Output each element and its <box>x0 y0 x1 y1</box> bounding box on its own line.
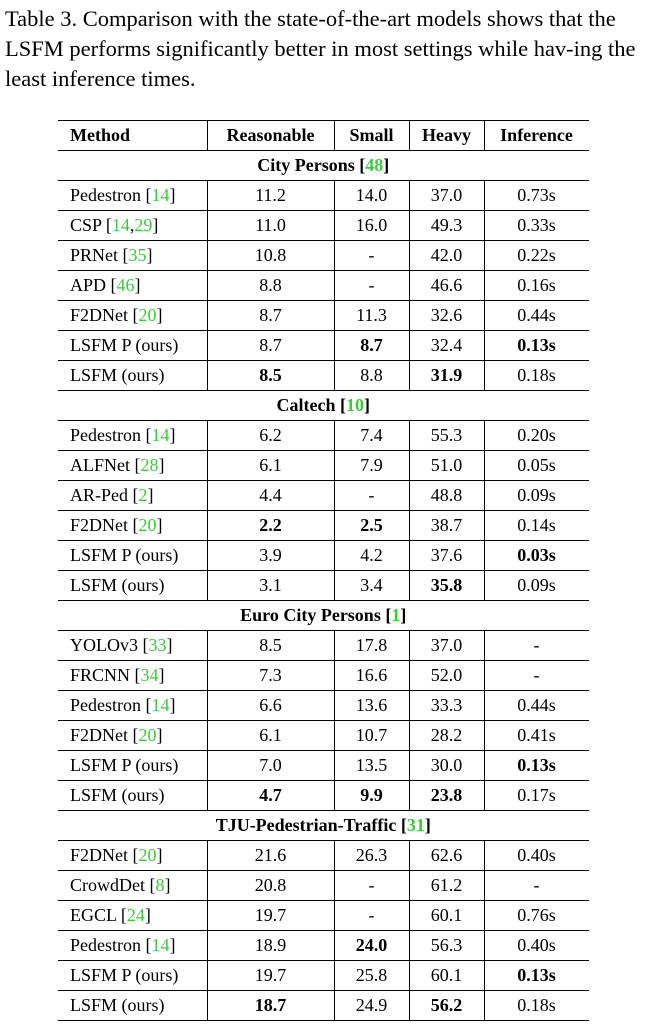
method-cell: CrowdDet [8] <box>58 871 207 901</box>
small-cell: - <box>334 481 409 511</box>
table-row <box>58 841 589 871</box>
citation-link[interactable]: 35 <box>128 245 147 265</box>
small-cell: 16.0 <box>334 211 409 241</box>
reasonable-cell: 18.7 <box>207 991 334 1021</box>
table-row <box>58 751 589 781</box>
table-row <box>58 871 589 901</box>
method-name: F2DNet <box>70 305 128 325</box>
citation-link[interactable]: 33 <box>148 635 167 655</box>
heavy-cell: 35.8 <box>409 571 484 601</box>
reasonable-cell: 8.8 <box>207 271 334 301</box>
citation-link[interactable]: 14 <box>151 185 170 205</box>
method-name: CrowdDet <box>70 875 145 895</box>
citation-link[interactable]: 14 <box>151 425 170 445</box>
inference-cell: 0.03s <box>484 541 589 571</box>
header-heavy: Heavy <box>409 121 484 151</box>
inference-cell: 0.41s <box>484 721 589 751</box>
table-row <box>58 181 589 211</box>
small-cell: 26.3 <box>334 841 409 871</box>
table-row <box>58 211 589 241</box>
small-cell: 13.5 <box>334 751 409 781</box>
section-header-row <box>58 391 589 421</box>
method-cell: Pedestron [14] <box>58 931 207 961</box>
section-title: City Persons [48] <box>58 151 589 181</box>
heavy-cell: 61.2 <box>409 871 484 901</box>
table-row <box>58 781 589 811</box>
table-row <box>58 331 589 361</box>
small-cell: 25.8 <box>334 961 409 991</box>
table-row <box>58 961 589 991</box>
reasonable-cell: 7.0 <box>207 751 334 781</box>
heavy-cell: 52.0 <box>409 661 484 691</box>
citation-link[interactable]: 48 <box>365 155 384 175</box>
table-row <box>58 361 589 391</box>
heavy-cell: 30.0 <box>409 751 484 781</box>
method-name: F2DNet <box>70 515 128 535</box>
method-name: Pedestron <box>70 695 141 715</box>
inference-cell: 0.44s <box>484 691 589 721</box>
inference-cell: 0.44s <box>484 301 589 331</box>
method-cell <box>58 991 207 1021</box>
citation-link[interactable]: 10 <box>345 395 364 415</box>
citation-link[interactable]: 20 <box>138 515 157 535</box>
method-name: Pedestron <box>70 935 141 955</box>
method-cell: F2DNet [20] <box>58 721 207 751</box>
method-name: F2DNet <box>70 845 128 865</box>
inference-cell: 0.14s <box>484 511 589 541</box>
reasonable-cell: 7.3 <box>207 661 334 691</box>
section-header-row <box>58 151 589 181</box>
small-cell: 8.8 <box>334 361 409 391</box>
reasonable-cell: 6.2 <box>207 421 334 451</box>
method-name: LSFM (ours) <box>70 995 165 1015</box>
section-title: Caltech [10] <box>58 391 589 421</box>
table-row <box>58 721 589 751</box>
section-name: Caltech <box>276 395 336 415</box>
method-cell: YOLOv3 [33] <box>58 631 207 661</box>
table-row <box>58 271 589 301</box>
method-cell <box>58 751 207 781</box>
section-header-row <box>58 601 589 631</box>
heavy-cell: 49.3 <box>409 211 484 241</box>
method-cell <box>58 331 207 361</box>
reasonable-cell: 11.0 <box>207 211 334 241</box>
heavy-cell: 37.6 <box>409 541 484 571</box>
reasonable-cell: 19.7 <box>207 961 334 991</box>
reasonable-cell: 10.8 <box>207 241 334 271</box>
inference-cell: 0.18s <box>484 991 589 1021</box>
small-cell: 9.9 <box>334 781 409 811</box>
inference-cell: 0.17s <box>484 781 589 811</box>
heavy-cell: 31.9 <box>409 361 484 391</box>
method-cell: Pedestron [14] <box>58 181 207 211</box>
method-name: LSFM (ours) <box>70 575 165 595</box>
section-name: City Persons <box>257 155 355 175</box>
table-row <box>58 451 589 481</box>
citation-link[interactable]: 46 <box>116 275 135 295</box>
citation-link[interactable]: 31 <box>406 815 425 835</box>
section-header-row <box>58 811 589 841</box>
small-cell: 24.0 <box>334 931 409 961</box>
table-row <box>58 901 589 931</box>
reasonable-cell: 11.2 <box>207 181 334 211</box>
citation-link[interactable]: 20 <box>138 725 157 745</box>
inference-cell: 0.13s <box>484 331 589 361</box>
section-name: TJU-Pedestrian-Traffic <box>215 815 397 835</box>
method-cell <box>58 961 207 991</box>
heavy-cell: 60.1 <box>409 901 484 931</box>
method-cell <box>58 361 207 391</box>
inference-cell: 0.09s <box>484 571 589 601</box>
table-caption: Table 3. Comparison with the state-of-the-art models shows that the LSFM performs significantly better in most settings while hav-ing the least inference times. <box>5 6 636 91</box>
inference-cell: - <box>484 871 589 901</box>
reasonable-cell: 8.7 <box>207 301 334 331</box>
citation-link[interactable]: 24 <box>126 905 145 925</box>
method-name: ALFNet <box>70 455 130 475</box>
method-cell: F2DNet [20] <box>58 511 207 541</box>
heavy-cell: 42.0 <box>409 241 484 271</box>
header-method: Method <box>58 121 207 151</box>
citation-link[interactable]: 29 <box>134 215 153 235</box>
inference-cell: 0.16s <box>484 271 589 301</box>
method-name: Pedestron <box>70 425 141 445</box>
reasonable-cell: 8.5 <box>207 361 334 391</box>
inference-cell: - <box>484 631 589 661</box>
table-row <box>58 631 589 661</box>
table-row <box>58 421 589 451</box>
method-name: PRNet <box>70 245 119 265</box>
heavy-cell: 46.6 <box>409 271 484 301</box>
small-cell: 4.2 <box>334 541 409 571</box>
small-cell: 13.6 <box>334 691 409 721</box>
small-cell: 3.4 <box>334 571 409 601</box>
method-name: YOLOv3 <box>70 635 138 655</box>
method-cell: Pedestron [14] <box>58 691 207 721</box>
header-inference: Inference <box>484 121 589 151</box>
heavy-cell: 48.8 <box>409 481 484 511</box>
method-cell: FRCNN [34] <box>58 661 207 691</box>
reasonable-cell: 2.2 <box>207 511 334 541</box>
method-cell: CSP [14,29] <box>58 211 207 241</box>
table-row <box>58 511 589 541</box>
inference-cell: 0.09s <box>484 481 589 511</box>
method-cell <box>58 541 207 571</box>
table-body <box>58 151 589 1021</box>
heavy-cell: 62.6 <box>409 841 484 871</box>
reasonable-cell: 4.7 <box>207 781 334 811</box>
method-name: LSFM P (ours) <box>70 335 179 355</box>
method-name: CSP <box>70 215 102 235</box>
heavy-cell: 32.6 <box>409 301 484 331</box>
citation-link[interactable]: 14 <box>151 935 170 955</box>
heavy-cell: 56.2 <box>409 991 484 1021</box>
header-small: Small <box>334 121 409 151</box>
heavy-cell: 23.8 <box>409 781 484 811</box>
method-cell: PRNet [35] <box>58 241 207 271</box>
method-name: LSFM (ours) <box>70 365 165 385</box>
inference-cell: 0.33s <box>484 211 589 241</box>
small-cell: 11.3 <box>334 301 409 331</box>
inference-cell: 0.18s <box>484 361 589 391</box>
reasonable-cell: 3.9 <box>207 541 334 571</box>
reasonable-cell: 21.6 <box>207 841 334 871</box>
small-cell: 16.6 <box>334 661 409 691</box>
table-row <box>58 661 589 691</box>
reasonable-cell: 6.1 <box>207 451 334 481</box>
method-name: Pedestron <box>70 185 141 205</box>
table-row <box>58 241 589 271</box>
method-cell: AR-Ped [2] <box>58 481 207 511</box>
method-cell: EGCL [24] <box>58 901 207 931</box>
heavy-cell: 37.0 <box>409 631 484 661</box>
inference-cell: 0.13s <box>484 751 589 781</box>
reasonable-cell: 8.7 <box>207 331 334 361</box>
reasonable-cell: 6.1 <box>207 721 334 751</box>
method-name: AR-Ped <box>70 485 128 505</box>
citation-link[interactable]: 34 <box>140 665 159 685</box>
small-cell: 14.0 <box>334 181 409 211</box>
heavy-cell: 56.3 <box>409 931 484 961</box>
heavy-cell: 32.4 <box>409 331 484 361</box>
citation-link[interactable]: 1 <box>391 605 401 625</box>
table-row <box>58 571 589 601</box>
citation-link[interactable]: 20 <box>138 305 157 325</box>
section-name: Euro City Persons <box>240 605 381 625</box>
section-title: Euro City Persons [1] <box>58 601 589 631</box>
table-row <box>58 991 589 1021</box>
small-cell: - <box>334 871 409 901</box>
table-row <box>58 931 589 961</box>
small-cell: 7.9 <box>334 451 409 481</box>
small-cell: 7.4 <box>334 421 409 451</box>
heavy-cell: 51.0 <box>409 451 484 481</box>
header-row <box>58 121 589 151</box>
table-row <box>58 301 589 331</box>
method-name: LSFM P (ours) <box>70 545 179 565</box>
small-cell: 2.5 <box>334 511 409 541</box>
citation-link[interactable]: 8 <box>155 875 165 895</box>
header-reasonable: Reasonable <box>207 121 334 151</box>
small-cell: - <box>334 901 409 931</box>
citation-link[interactable]: 14 <box>151 695 170 715</box>
method-name: F2DNet <box>70 725 128 745</box>
reasonable-cell: 8.5 <box>207 631 334 661</box>
inference-cell: 0.73s <box>484 181 589 211</box>
heavy-cell: 38.7 <box>409 511 484 541</box>
method-name: FRCNN <box>70 665 131 685</box>
inference-cell: 0.40s <box>484 841 589 871</box>
reasonable-cell: 18.9 <box>207 931 334 961</box>
inference-cell: 0.05s <box>484 451 589 481</box>
table-row <box>58 481 589 511</box>
inference-cell: - <box>484 661 589 691</box>
method-name: APD <box>70 275 107 295</box>
method-cell: Pedestron [14] <box>58 421 207 451</box>
heavy-cell: 28.2 <box>409 721 484 751</box>
citation-link[interactable]: 2 <box>138 485 148 505</box>
method-cell <box>58 781 207 811</box>
heavy-cell: 33.3 <box>409 691 484 721</box>
inference-cell: 0.40s <box>484 931 589 961</box>
citation-link[interactable]: 14 <box>111 215 130 235</box>
method-name: LSFM (ours) <box>70 785 165 805</box>
results-table <box>58 120 589 1021</box>
small-cell: - <box>334 241 409 271</box>
reasonable-cell: 6.6 <box>207 691 334 721</box>
reasonable-cell: 4.4 <box>207 481 334 511</box>
reasonable-cell: 3.1 <box>207 571 334 601</box>
citation-link[interactable]: 20 <box>138 845 157 865</box>
method-cell: F2DNet [20] <box>58 841 207 871</box>
small-cell: 17.8 <box>334 631 409 661</box>
inference-cell: 0.22s <box>484 241 589 271</box>
small-cell: 24.9 <box>334 991 409 1021</box>
table-row <box>58 691 589 721</box>
method-cell: F2DNet [20] <box>58 301 207 331</box>
inference-cell: 0.20s <box>484 421 589 451</box>
citation-link[interactable]: 28 <box>140 455 159 475</box>
small-cell: - <box>334 271 409 301</box>
method-name: LSFM P (ours) <box>70 755 179 775</box>
small-cell: 8.7 <box>334 331 409 361</box>
method-name: EGCL <box>70 905 117 925</box>
method-cell: ALFNet [28] <box>58 451 207 481</box>
heavy-cell: 37.0 <box>409 181 484 211</box>
table-row <box>58 541 589 571</box>
reasonable-cell: 19.7 <box>207 901 334 931</box>
small-cell: 10.7 <box>334 721 409 751</box>
section-title: TJU-Pedestrian-Traffic [31] <box>58 811 589 841</box>
inference-cell: 0.76s <box>484 901 589 931</box>
reasonable-cell: 20.8 <box>207 871 334 901</box>
method-cell <box>58 571 207 601</box>
method-name: LSFM P (ours) <box>70 965 179 985</box>
heavy-cell: 55.3 <box>409 421 484 451</box>
method-cell: APD [46] <box>58 271 207 301</box>
inference-cell: 0.13s <box>484 961 589 991</box>
heavy-cell: 60.1 <box>409 961 484 991</box>
